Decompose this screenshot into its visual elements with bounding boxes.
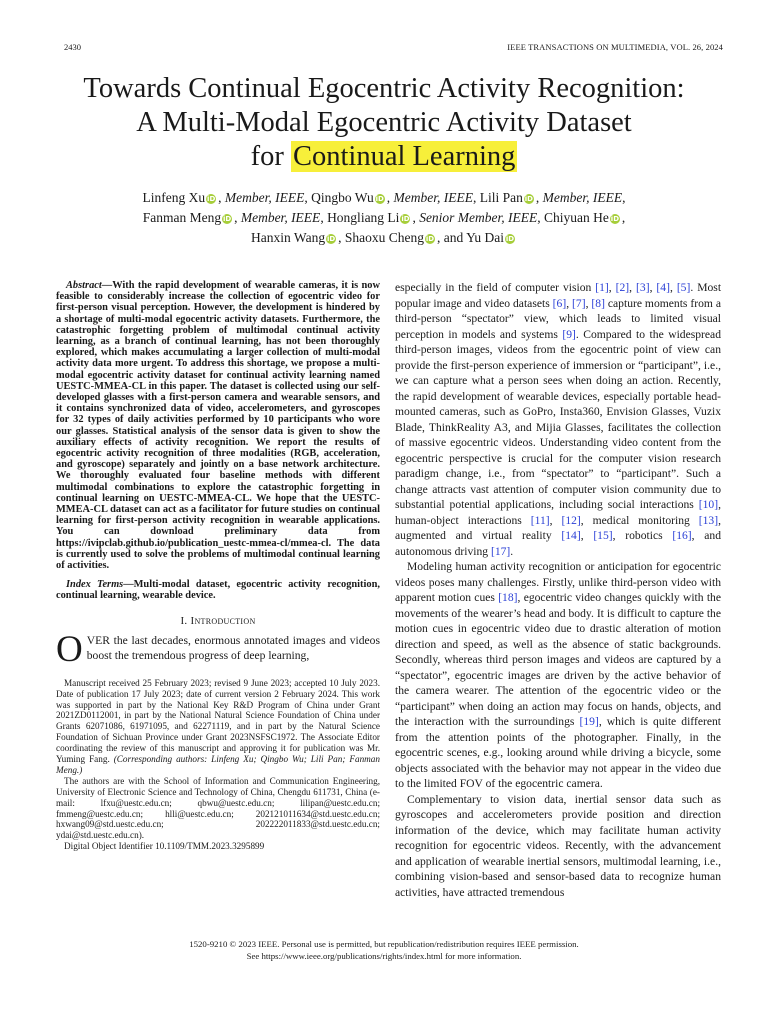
citation-link[interactable]: [17] [490,544,511,558]
abstract-label: Abstract [66,280,102,291]
author-membership: , Senior Member, IEEE [412,210,538,225]
citation-link[interactable]: [18] [498,591,518,604]
author-name: , Lili Pan [472,190,523,205]
author-line-3 [0,228,768,248]
citation-link[interactable]: [15] [593,529,613,542]
citation-link[interactable]: [4] [656,281,670,294]
citation-link[interactable]: [2] [615,281,630,294]
author-name: , Hongliang Li [320,210,400,225]
citation-link[interactable]: [7] [572,296,586,310]
orcid-icon[interactable]: iD [610,215,620,223]
citation-link[interactable]: [5] [676,281,691,294]
author-name: Linfeng Xu [142,190,206,205]
intro-paragraph [56,628,380,670]
citation-link[interactable]: [6] [552,296,567,310]
title-highlight: Continual Learning [292,141,516,172]
paper-title [0,72,768,174]
abstract-text: —With the rapid development of wearable cameras, it is now feasible to considerably increase the collection of egocentric video for first-person visual perception. However, the development is hindered by a shortage of multi-modal egocentric activity datasets. Furthermore, the catastrophic forgetting problem of multimodal continual activity learning, as a branch of continual learning, has not been thoroughly explored, which makes accumulating a larger collection of multi-modal activity data more urgent. To address this shortage, we propose a multi-modal egocentric activity dataset for continual activity learning named UESTC-MMEA-CL in this paper. The dataset is collected using our self-developed glasses with a first-person camera and wearable sensors, and it contains synchronized data of video, accelerometers, and gyroscopes for 32 types of daily activities performed by 10 participants who wore our glasses. Statistical analysis of the sensor data is given to show the auxiliary effects of activity recognition. We report the results of egocentric activity recognition of three modalities (RGB, acceleration, and gyroscope) separately and jointly on a base network architecture. We thoroughly evaluated four baseline methods with different multimodal combinations to explore the catastrophic forgetting in continual learning on UESTC-MMEA-CL. We hope that the UESTC-MMEA-CL dataset can act as a facilitator for future studies on continual learning for first-person activity recognition in wearable applications. You can download preliminary data from https://ivipclab.github.io/publication_uestc-mmea-cl/mmea-cl. The data is currently used to solve the problems of multimodal continual learning of activities. [56,280,380,572]
author-line-1 [0,188,768,208]
index-terms [56,579,380,601]
orcid-icon[interactable]: iD [524,195,533,203]
index-terms-text: —Multi-modal dataset, egocentric activity recognition, continual learning, wearable device. [56,579,380,602]
author-membership: , Member, IEEE [218,190,305,205]
title-line-3 [0,140,768,174]
author-name: , Chiyuan He [537,210,609,225]
orcid-icon[interactable]: iD [207,195,216,203]
citation-link[interactable]: [12] [561,513,581,527]
author-membership: , Member, IEEE [234,210,321,225]
intro-text: VER the last decades, enormous annotated images and videos boost the tremendous progress of deep learning, [86,633,380,663]
author-membership: , Member, IEEE, [535,190,626,205]
title-line-2: A Multi-Modal Egocentric Activity Dataset [136,107,632,138]
footnotes [56,678,380,853]
orcid-icon[interactable]: iD [222,215,232,223]
citation-link[interactable]: [9] [562,327,576,341]
citation-link[interactable]: [11] [530,513,550,527]
citation-link[interactable]: [14] [561,529,581,542]
author-name: Fanman Meng [142,210,222,225]
footnote-corresponding: (Corresponding authors: Linfeng Xu; Qingbo Wu; Lili Pan; Fanman Meng.) [56,754,380,775]
journal-header: IEEE TRANSACTIONS ON MULTIMEDIA, VOL. 26, 2024 [507,42,723,52]
citation-link[interactable]: [1] [595,281,609,294]
citation-link[interactable]: [3] [636,281,650,294]
orcid-icon[interactable]: iD [401,215,410,223]
section-number: I. [180,614,188,627]
title-line-3-prefix: for [250,141,291,172]
body-paragraph-3: Complementary to vision data, inertial sensor data such as gyroscopes and accelerometers provide position and direction information of the device, which may facilitate human activity recognition for egocentric videos. Recently, with the advancement and application of wearable inertial sensors, multimodal learning, i.e., combining vision-based and sensor-based data to recognize human activities, have attracted tremendous [395,792,721,899]
dropcap: O [56,628,83,670]
copyright-line-1: 1520-9210 © 2023 IEEE. Personal use is permitted, but republication/redistribution requires IEEE permission. [189,939,579,949]
orcid-icon[interactable]: iD [375,195,384,203]
orcid-icon[interactable]: iD [505,235,515,243]
orcid-icon[interactable]: iD [425,235,435,243]
body-paragraph-1: especially in the field of computer vision [1], [2], [3], [4], [5]. Most popular image and video datasets [6], [7], [8] capture moments from a third-person “spectator” view, which leads to limited visual perception in models and systems [9]. Compared to the widespread third-person images, videos from the egocentric point of view can provide the first-person experience of immersion or “participant”, i.e., we can capture what a person sees when doing an action. Recently, the rapid development of wearable devices, especially portable head-mounted cameras, such as GoPro, Insta360, Envision Glasses, Vuzix Blade, ThinkReality A3, and Mijia Glasses, facilitates the collection of massive egocentric videos. Understanding video content from the egocentric perspective is crucial for the computer vision research paradigm change, i.e., from “spectator” to “participant”. Such a change attracts vast attention of computer vision community due to substantial potential applications, including social interactions [10], human-object interactions [11], [12], medical monitoring [13], augmented and virtual reality [14], [15], robotics [16], and autonomous driving [17]. [395,281,722,558]
author-membership: , [621,210,626,225]
footnote-affiliation: The authors are with the School of Information and Communication Engineering, University of Electronic Science and Technology of China, Chengdu 611731, China (e-mail: lfxu@uestc.edu.cn; qbwu@uestc.edu.cn; lilipan@uestc.edu.cn; fmmeng@uestc.edu.cn; hlli@uestc.edu.cn; 202121011634@std.uestc.edu.cn; hxwang09@std.uestc.edu.cn; 202222011833@std.uestc.edu.cn; ydai@std.uestc.edu.cn). [56,775,380,841]
footnote-doi: Digital Object Identifier 10.1109/TMM.2023.3295899 [64,841,265,852]
citation-link[interactable]: [10] [698,498,719,511]
author-list [0,188,768,248]
orcid-icon[interactable]: iD [326,235,336,243]
author-line-2 [0,208,768,228]
right-column [395,280,721,900]
citation-link[interactable]: [16] [672,529,692,542]
author-membership: , Member, IEEE [386,190,473,205]
citation-link[interactable]: [19] [579,715,599,728]
author-name: , Qingbo Wu [304,190,374,205]
page-number: 2430 [64,42,81,52]
author-name: , Shaoxu Cheng [338,230,424,245]
index-terms-label: Index Terms [66,579,124,591]
left-column [56,280,380,852]
title-line-1: Towards Continual Egocentric Activity Recognition: [83,73,685,104]
body-paragraph-2: Modeling human activity recognition or anticipation for egocentric videos poses many challenges. Firstly, unlike third-person video with apparent motion cues [18], egocentric video changes quickly with the movements of the wearer’s head and body. It is difficult to capture the motion cues in egocentric video due to drastic alteration of motion direction and speed, as well as the absence of static backgrounds. Secondly, whereas third person images and videos are captured by a “spectator”, egocentric images are driven by the active behavior of the camera wearer. The attention of the egocentric video or the “participant” when doing an action may focus on hands, objects, and the interaction with the surroundings [19], which is quite different from the attention points of the photographer. Finally, in the egocentric scenes, e.g., looking around while driving a bicycle, some objects associated with the behavior may not appear in the video due to the limited FOV of the egocentric camera. [395,560,721,790]
footnote-manuscript [56,678,380,776]
author-name: , and Yu Dai [436,230,504,245]
section-title: Introduction [190,614,256,627]
abstract [56,280,380,571]
citation-link[interactable]: [13] [698,513,719,527]
copyright-line-2: See https://www.ieee.org/publications/rights/index.html for more information. [246,950,522,961]
footnote-manuscript-text: Manuscript received 25 February 2023; revised 9 June 2023; accepted 10 July 2023. Date of publication 17 July 2023; date of current version 2 February 2024. This work was supported in part by the National Key R&D Program of China under Grant 2021ZD0112001, in part by the National Natural Science Foundation of China under Grants 62071086, 61971095, and 62271119, and in part by the Natural Science Foundation of Sichuan Province under Grant 2023NSFSC1972. The Associate Editor coordinating the review of this manuscript and approving it for publication was Mr. Yuming Fang. [56,677,380,765]
citation-link[interactable]: [8] [591,296,605,310]
author-name: Hanxin Wang [251,230,326,245]
section-heading-introduction [56,615,380,627]
copyright-notice [0,939,768,962]
